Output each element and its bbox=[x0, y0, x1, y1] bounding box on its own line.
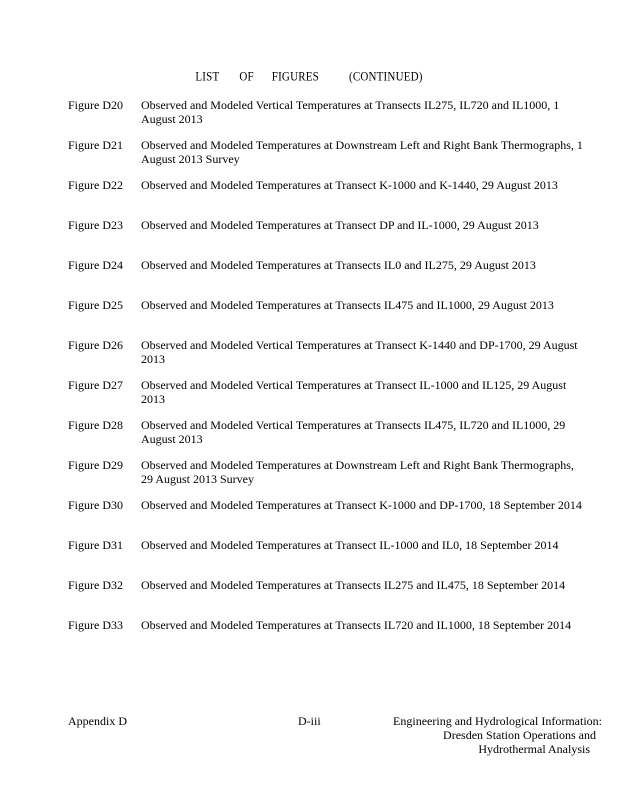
figure-number: Figure D32 bbox=[68, 578, 123, 592]
figure-title: Observed and Modeled Vertical Temperatures at Transects IL475, IL720 and IL1000, 29 August 2013 bbox=[141, 418, 566, 446]
title-word-list: LIST bbox=[195, 70, 220, 84]
list-item bbox=[68, 178, 588, 218]
list-item bbox=[68, 258, 588, 298]
figure-number: Figure D31 bbox=[68, 538, 123, 552]
figure-list bbox=[68, 98, 588, 658]
list-item bbox=[68, 618, 588, 658]
figure-title: Observed and Modeled Temperatures at Transects IL275 and IL475, 18 September 2014 bbox=[141, 578, 566, 592]
page-title bbox=[0, 70, 618, 83]
list-item bbox=[68, 458, 588, 498]
figure-title: Observed and Modeled Temperatures at Transect IL-1000 and IL0, 18 September 2014 bbox=[141, 538, 559, 552]
footer-appendix-label: Appendix D bbox=[68, 714, 127, 728]
footer-report-title bbox=[393, 714, 602, 756]
figure-title: Observed and Modeled Temperatures at Transects IL0 and IL275, 29 August 2013 bbox=[141, 258, 536, 272]
figure-number: Figure D33 bbox=[68, 618, 123, 632]
footer-report-title-line-1: Engineering and Hydrological Information: bbox=[393, 714, 602, 728]
list-item bbox=[68, 538, 588, 578]
figure-number: Figure D29 bbox=[68, 458, 123, 472]
list-item bbox=[68, 218, 588, 258]
figure-title: Observed and Modeled Temperatures at Downstream Left and Right Bank Thermographs, 1 August 2013 Survey bbox=[141, 138, 583, 166]
figure-title: Observed and Modeled Vertical Temperatures at Transects IL275, IL720 and IL1000, 1 August 2013 bbox=[141, 98, 560, 126]
figure-title: Observed and Modeled Temperatures at Transects IL475 and IL1000, 29 August 2013 bbox=[141, 298, 554, 312]
list-item bbox=[68, 338, 588, 378]
list-item bbox=[68, 378, 588, 418]
figure-number: Figure D25 bbox=[68, 298, 123, 312]
list-item bbox=[68, 498, 588, 538]
title-word-of: OF bbox=[239, 70, 254, 84]
figure-number: Figure D30 bbox=[68, 498, 123, 512]
list-item bbox=[68, 578, 588, 618]
figure-title: Observed and Modeled Vertical Temperatures at Transect IL-1000 and IL125, 29 August 2013 bbox=[141, 378, 567, 406]
list-item bbox=[68, 418, 588, 458]
title-word-continued: (CONTINUED) bbox=[348, 70, 423, 84]
footer-report-title-line-2: Dresden Station Operations and bbox=[443, 728, 596, 742]
figure-number: Figure D20 bbox=[68, 98, 123, 112]
list-item bbox=[68, 98, 588, 138]
figure-number: Figure D24 bbox=[68, 258, 123, 272]
figure-number: Figure D28 bbox=[68, 418, 123, 432]
figure-title: Observed and Modeled Temperatures at Transect K-1000 and DP-1700, 18 September 2014 bbox=[141, 498, 582, 512]
figure-title: Observed and Modeled Vertical Temperatures at Transect K-1440 and DP-1700, 29 August 2013 bbox=[141, 338, 578, 366]
figure-number: Figure D22 bbox=[68, 178, 123, 192]
list-item bbox=[68, 298, 588, 338]
list-item bbox=[68, 138, 588, 178]
figure-title: Observed and Modeled Temperatures at Transects IL720 and IL1000, 18 September 2014 bbox=[141, 618, 572, 632]
title-word-figures: FIGURES bbox=[271, 70, 319, 84]
figure-number: Figure D21 bbox=[68, 138, 123, 152]
footer-report-title-line-3: Hydrothermal Analysis bbox=[478, 742, 590, 756]
figure-number: Figure D27 bbox=[68, 378, 123, 392]
figure-title: Observed and Modeled Temperatures at Transect DP and IL-1000, 29 August 2013 bbox=[141, 218, 539, 232]
footer-page-number: D-iii bbox=[298, 714, 321, 728]
figure-number: Figure D26 bbox=[68, 338, 123, 352]
figure-title: Observed and Modeled Temperatures at Transect K-1000 and K-1440, 29 August 2013 bbox=[141, 178, 558, 192]
figure-number: Figure D23 bbox=[68, 218, 123, 232]
figure-title: Observed and Modeled Temperatures at Downstream Left and Right Bank Thermographs, 29 August 2013 Survey bbox=[141, 458, 574, 486]
